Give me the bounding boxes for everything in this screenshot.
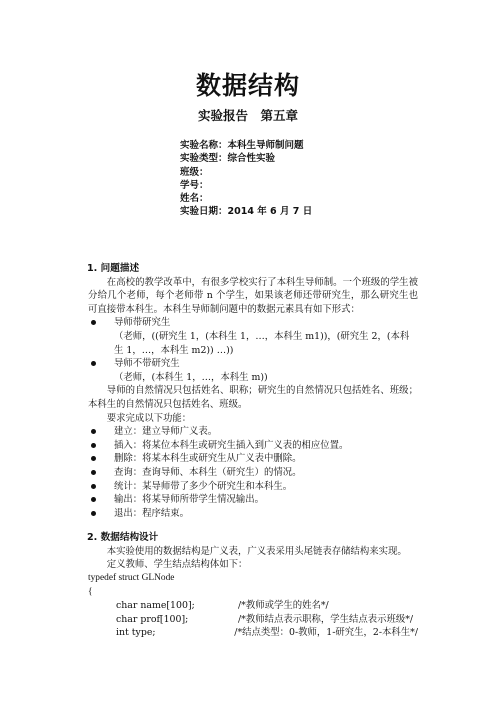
bullet-icon	[91, 484, 96, 489]
bullet-icon	[91, 320, 96, 325]
meta-class: 班级：	[180, 166, 209, 178]
bullet-icon	[91, 361, 96, 366]
paragraph: 导师的自然情况只包括姓名、职称；研究生的自然情况只包括姓名、班级；本科生的自然情况只包括姓名、班级。	[88, 385, 418, 410]
list-item: 导师不带研究生	[88, 357, 418, 371]
paragraph: （老师，(本科生 1，…，本科生 m))	[114, 371, 268, 383]
code-statement: int type;	[116, 627, 156, 639]
section-gap	[88, 520, 418, 531]
list-item: 退出：程序结束。	[88, 507, 418, 521]
paragraph: 在高校的教学改革中，有很多学校实行了本科生导师制。一个班级的学生被分给几个老师，每个老师带 n 个学生，如果该老师还带研究生，那么研究生也可直接带本科生。本科生导师制问题中的数据元素具有如下形式：	[88, 276, 418, 315]
bullet-icon	[91, 443, 96, 448]
code-line: typedef struct GLNode	[88, 573, 175, 584]
section-problem	[88, 262, 418, 640]
code-line	[88, 599, 418, 613]
meta-student-id: 学号：	[180, 179, 209, 191]
document-subtitle: 实验报告 第五章	[197, 108, 298, 123]
section-heading: 1. 问题描述	[87, 263, 140, 274]
meta-date: 实验日期：2014 年 6 月 7 日	[180, 206, 313, 218]
list-item: 建立：建立导师广义表。	[88, 425, 418, 439]
code-comment: /*教师结点表示职称，学生结点表示班级*/	[238, 613, 414, 625]
list-item: 插入：将某位本科生或研究生插入到广义表的相应位置。	[88, 439, 418, 453]
meta-experiment-type: 实验类型：综合性实验	[180, 153, 276, 165]
document-title: 数据结构	[195, 71, 300, 100]
list-item: 导师带研究生	[88, 316, 418, 330]
bullet-icon	[91, 497, 96, 502]
bullet-icon	[91, 511, 96, 516]
code-statement: char name[100];	[116, 600, 195, 612]
code-statement: char prof[100];	[116, 613, 189, 625]
bullet-icon	[91, 470, 96, 475]
section-heading: 2. 数据结构设计	[87, 532, 159, 544]
paragraph: 要求完成以下功能：	[106, 412, 192, 424]
meta-student-name: 姓名：	[180, 193, 209, 205]
list-item: 删除：将某本科生或研究生从广义表中删除。	[88, 452, 418, 466]
paragraph: 定义教师、学生结点结构体如下：	[106, 559, 248, 571]
code-comment: /*结点类型：0-教师，1-研究生，2-本科生*/	[234, 627, 418, 639]
code-comment: /*教师或学生的姓名*/	[238, 600, 329, 612]
report-meta	[180, 139, 312, 219]
paragraph: （老师，((研究生 1，(本科生 1，…，本科生 m1))，(研究生 2，(本科生 1，…，本科生 m2)) …))	[114, 330, 410, 356]
list-item: 查询：查询导师、本科生（研究生）的情况。	[88, 466, 418, 480]
code-line	[88, 613, 418, 627]
code-line	[88, 626, 418, 640]
list-item: 统计：某导师带了多少个研究生和本科生。	[88, 480, 418, 494]
code-line: {	[88, 586, 93, 597]
bullet-icon	[91, 456, 96, 461]
bullet-icon	[91, 429, 96, 434]
paragraph: 本实验使用的数据结构是广义表，广义表采用头尾链表存储结构来实现。	[106, 545, 407, 557]
list-item: 输出：将某导师所带学生情况输出。	[88, 493, 418, 507]
meta-experiment-name: 实验名称：本科生导师制问题	[180, 140, 304, 151]
